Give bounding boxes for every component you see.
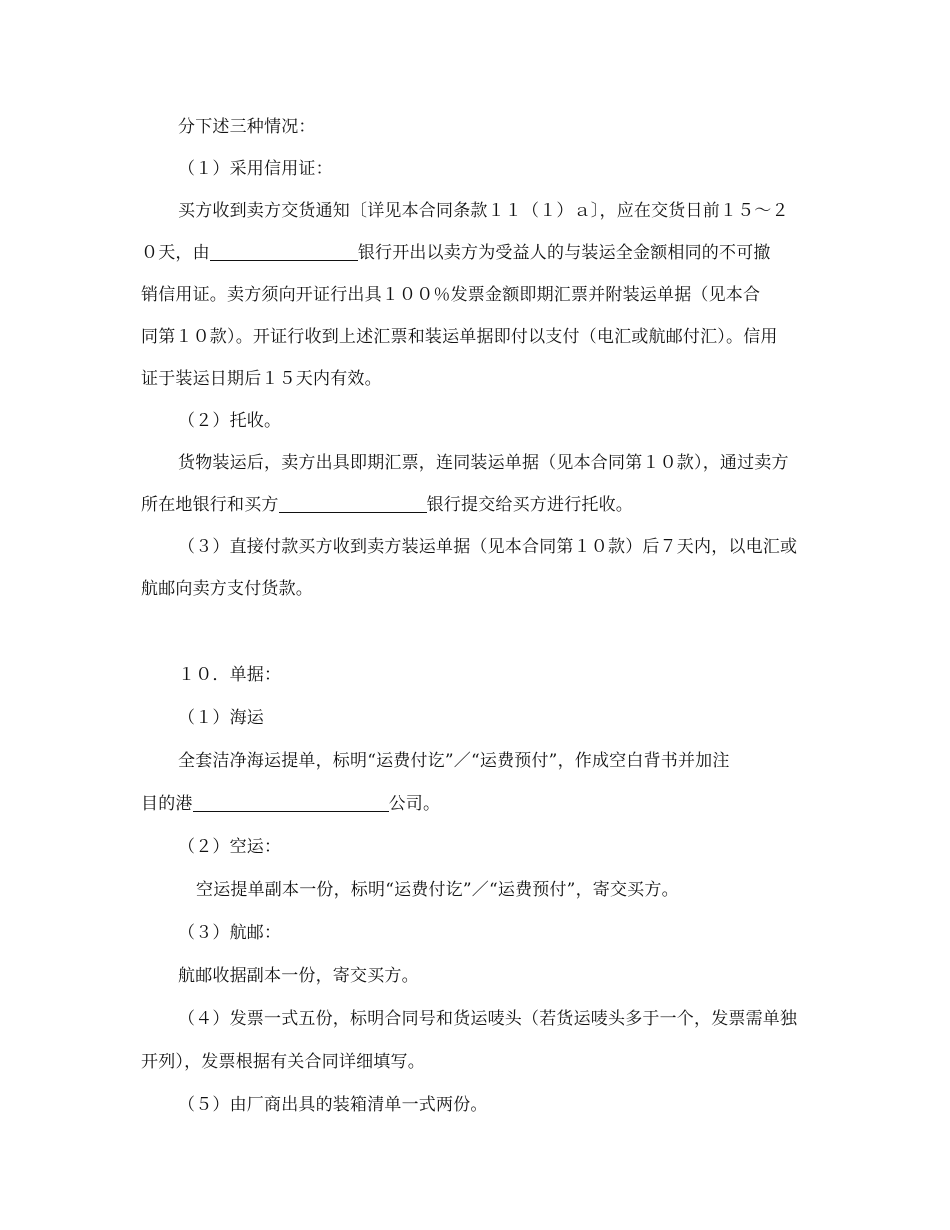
air-heading: （２）空运：: [178, 837, 282, 857]
lc-line-3: 销信用证。卖方须向开证行出具１００％发票金额即期汇票并附装运单据（见本合: [141, 285, 761, 305]
buyer-bank-blank: [279, 494, 427, 513]
collection-line-2: [141, 494, 633, 516]
sea-line-2-end: 公司。: [388, 794, 441, 814]
direct-payment-line-2: 航邮向卖方支付货款。: [141, 579, 313, 599]
direct-payment-line-1: （３）直接付款买方收到卖方装运单据（见本合同第１０款）后７天内，以电汇或: [178, 537, 798, 557]
issuing-bank-blank: [210, 242, 358, 261]
sea-line-1: 全套洁净海运提单，标明“运费付讫”／“运费预付”，作成空白背书并加注: [178, 751, 730, 771]
post-heading: （３）航邮：: [178, 923, 282, 943]
collection-heading: （２）托收。: [178, 411, 282, 431]
lc-heading: （１）采用信用证：: [178, 159, 333, 179]
collection-line-2-end: 银行提交给买方进行托收。: [426, 495, 634, 515]
air-line-1: 空运提单副本一份，标明“运费付讫”／“运费预付”，寄交买方。: [196, 880, 679, 900]
post-line-1: 航邮收据副本一份，寄交买方。: [178, 966, 419, 986]
sea-line-2-start: 目的港: [141, 794, 193, 814]
invoice-line-2: 开列），发票根据有关合同详细填写。: [141, 1052, 425, 1072]
lc-line-4: 同第１０款）。开证行收到上述汇票和装运单据即付以支付（电汇或航邮付汇）。信用: [141, 327, 778, 347]
destination-port-blank: [193, 793, 389, 812]
packing-line-1: （５）由厂商出具的装箱清单一式两份。: [178, 1095, 488, 1115]
collection-line-1: 货物装运后，卖方出具即期汇票，连同装运单据（见本合同第１０款），通过卖方: [178, 453, 789, 473]
collection-line-2-start: 所在地银行和买方: [141, 495, 279, 515]
lc-line-1: 买方收到卖方交货通知〔详见本合同条款１１（１）ａ〕，应在交货日前１５～２: [178, 201, 789, 221]
sea-line-2: [141, 793, 440, 815]
payment-intro: 分下述三种情况：: [178, 117, 316, 137]
invoice-line-1: （４）发票一式五份，标明合同号和货运唛头（若货运唛头多于一个，发票需单独: [178, 1009, 798, 1029]
sea-heading: （１）海运: [178, 708, 264, 728]
lc-line-2-start: ０天，由: [141, 243, 210, 263]
lc-line-2-end: 银行开出以卖方为受益人的与装运全金额相同的不可撤: [357, 243, 771, 263]
documents-heading: １０．单据：: [178, 665, 282, 685]
lc-line-2: [141, 242, 771, 264]
lc-line-5: 证于装运日期后１５天内有效。: [141, 369, 382, 389]
